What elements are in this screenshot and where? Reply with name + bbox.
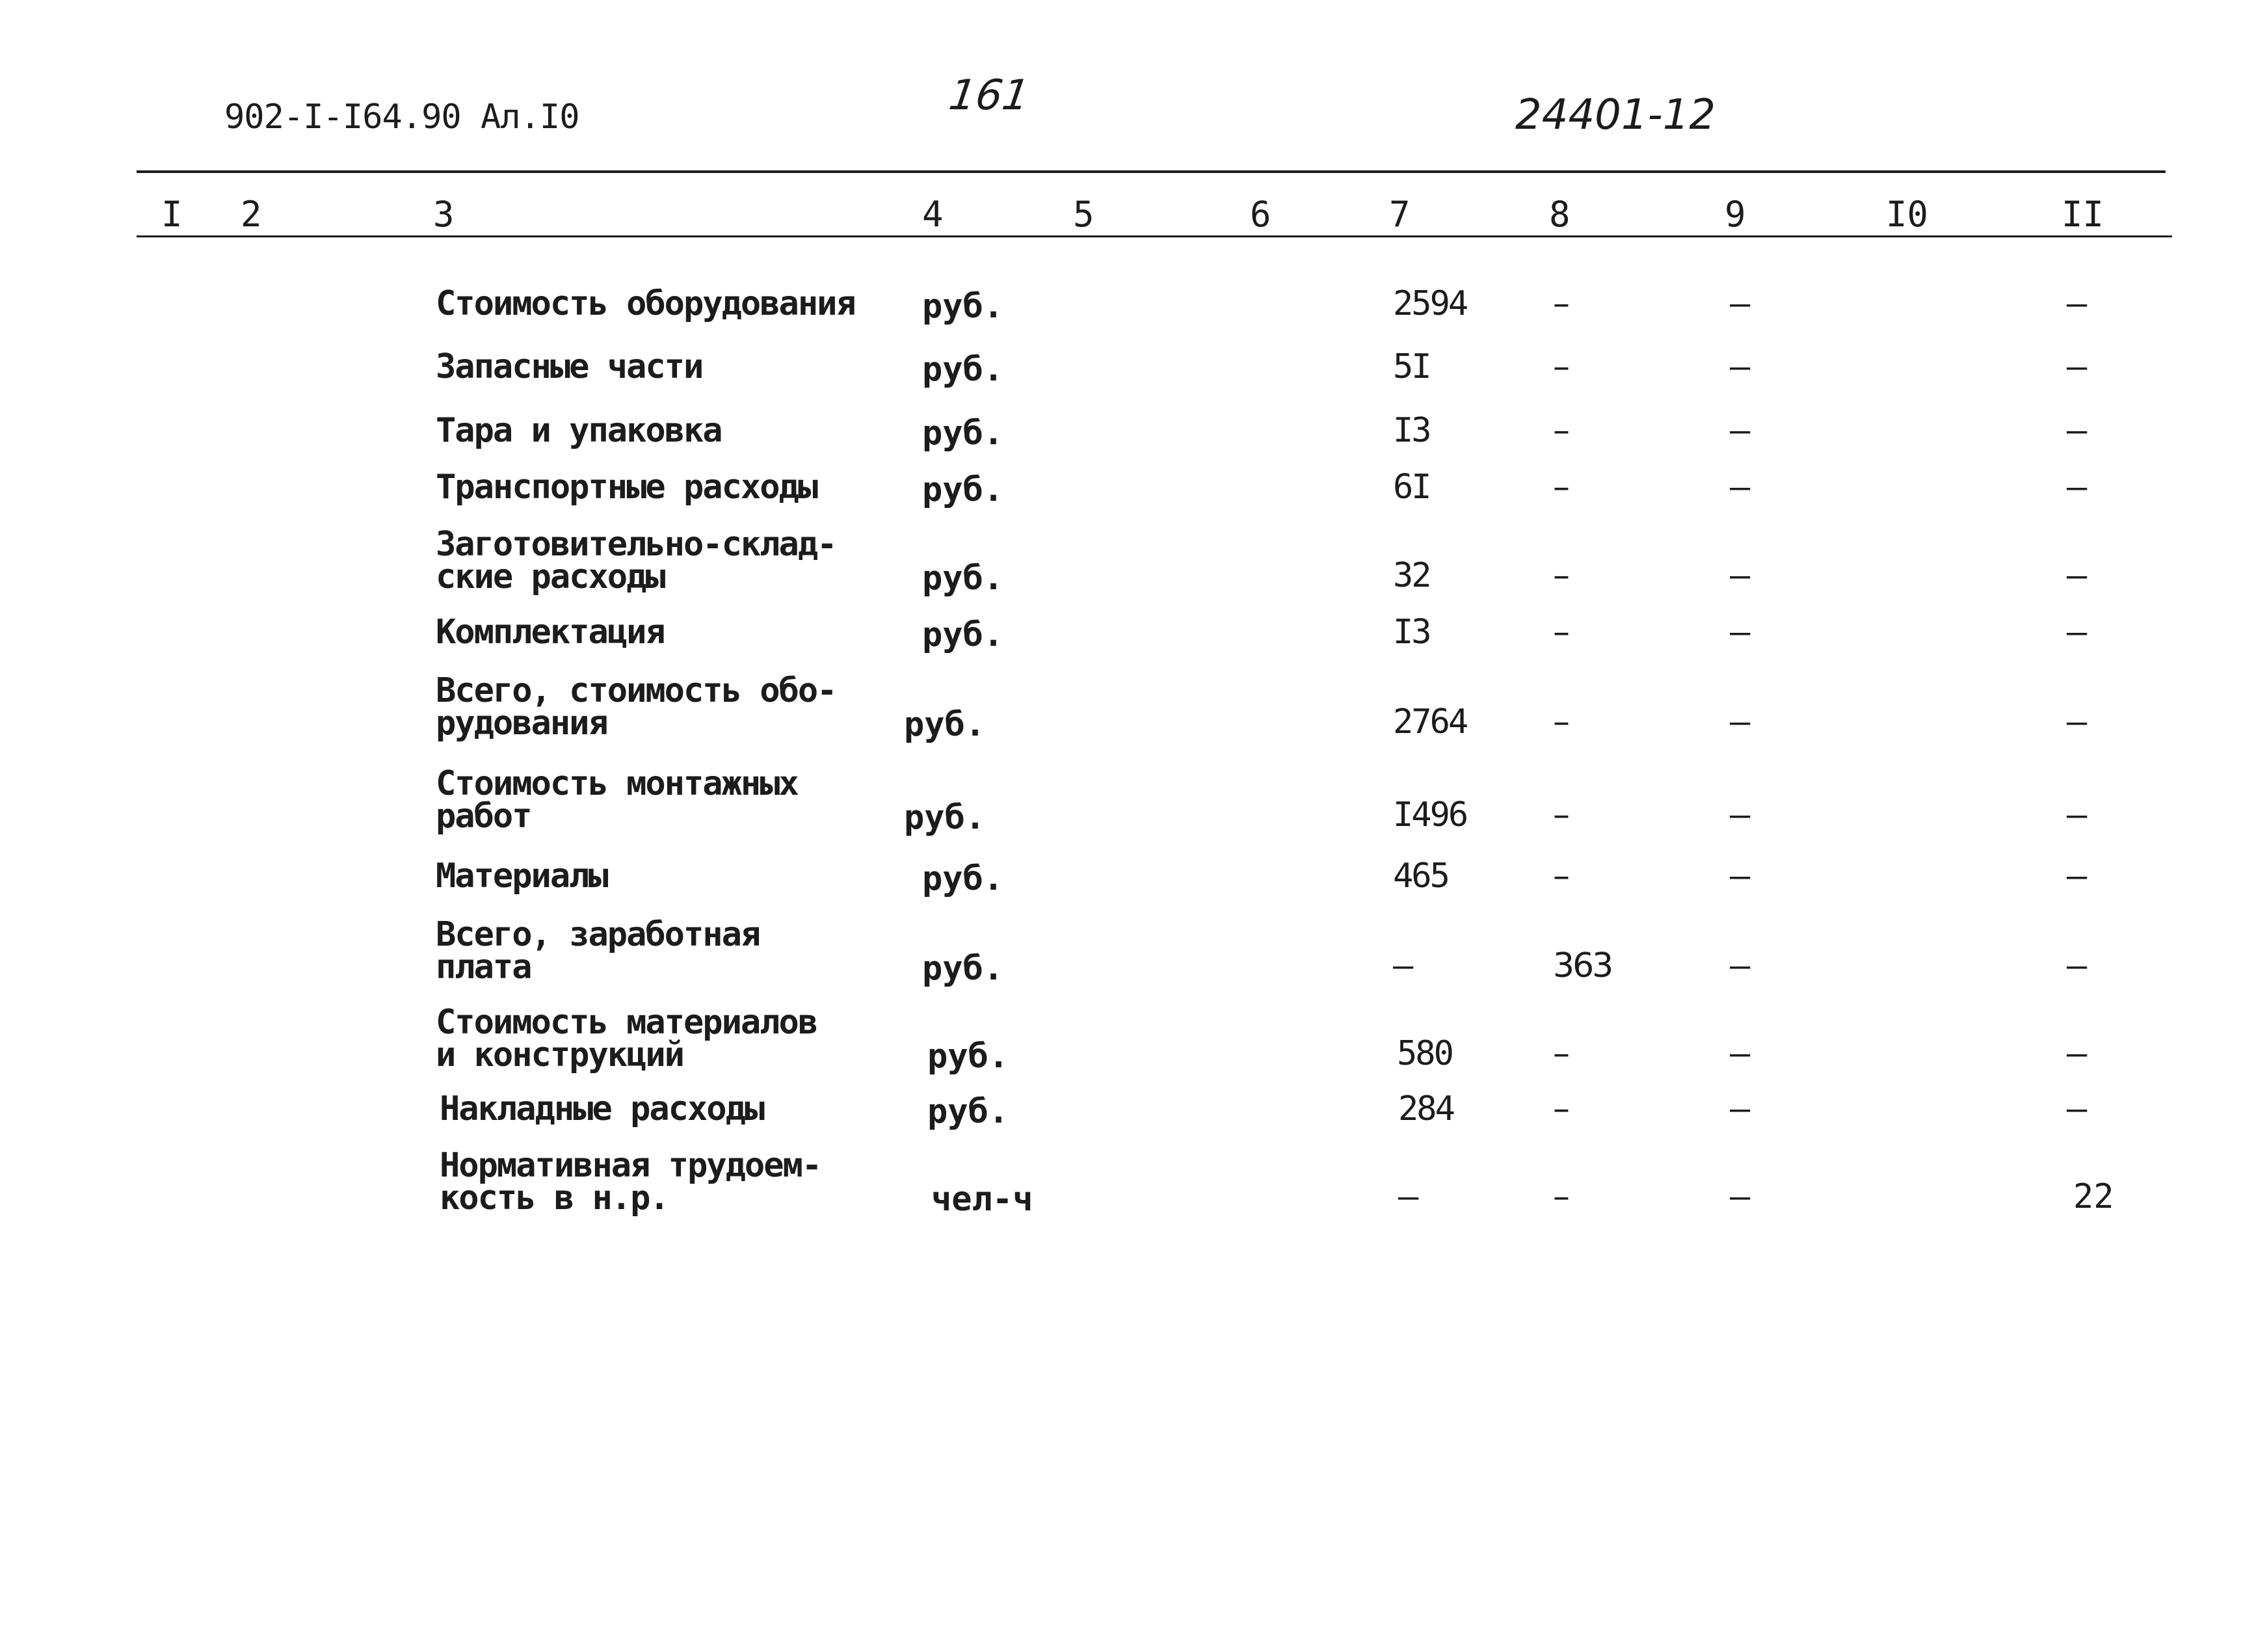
- row-col7: I3: [1393, 613, 1430, 652]
- row-unit: руб.: [922, 414, 1004, 453]
- row-col11: –: [2067, 795, 2088, 834]
- column-number: 7: [1389, 194, 1411, 235]
- row-col7: –: [1398, 1177, 1417, 1216]
- row-name-line: Стоимость монтажных: [436, 764, 798, 803]
- row-name-line: рудования: [436, 704, 607, 743]
- row-col11: –: [2067, 1034, 2088, 1073]
- row-name-line: Заготовительно-склад-: [436, 525, 836, 564]
- row-col9: –: [1730, 1034, 1751, 1073]
- row-name-line: Стоимость материалов: [436, 1003, 817, 1042]
- column-number: 9: [1725, 194, 1746, 235]
- row-unit: руб.: [922, 287, 1004, 326]
- row-col7: –: [1393, 946, 1412, 985]
- row-unit: руб.: [922, 350, 1004, 389]
- row-col8: –: [1553, 1089, 1568, 1128]
- row-col9: –: [1730, 795, 1751, 834]
- row-name-line: кость в н.р.: [440, 1179, 669, 1218]
- column-number: I: [161, 194, 183, 235]
- row-name: Накладные расходы: [440, 1089, 764, 1128]
- row-unit: руб.: [927, 1092, 1009, 1131]
- row-unit: руб.: [922, 615, 1004, 654]
- row-col9: –: [1730, 411, 1751, 450]
- row-unit: руб.: [922, 559, 1004, 598]
- row-unit: руб.: [904, 798, 986, 837]
- row-col7: I496: [1393, 795, 1467, 834]
- row-unit: руб.: [922, 949, 1004, 988]
- row-name: Транспортные расходы: [436, 468, 817, 507]
- row-col11: 22: [2073, 1177, 2114, 1216]
- row-col9: –: [1730, 468, 1751, 507]
- row-unit: чел-ч: [931, 1180, 1033, 1219]
- row-col11: –: [2067, 1089, 2088, 1128]
- column-number: 2: [241, 194, 262, 235]
- row-col11: –: [2067, 411, 2088, 450]
- row-col7: 6I: [1393, 468, 1430, 507]
- row-name-line: и конструкций: [436, 1035, 683, 1074]
- row-col11: –: [2067, 946, 2088, 985]
- row-col8: –: [1553, 857, 1568, 896]
- row-col7: 580: [1397, 1034, 1452, 1073]
- column-number: I0: [1886, 194, 1929, 235]
- row-unit: руб.: [922, 859, 1004, 898]
- row-col9: –: [1730, 556, 1751, 595]
- row-col7: 2594: [1393, 284, 1467, 323]
- column-number: 4: [922, 194, 944, 235]
- row-name-line: Всего, заработная: [436, 915, 760, 954]
- row-col8: –: [1553, 411, 1568, 450]
- row-name-line: Всего, стоимость обо-: [436, 671, 836, 710]
- row-name: Комплектация: [436, 613, 665, 652]
- row-col8: –: [1553, 556, 1568, 595]
- row-col9: –: [1730, 946, 1751, 985]
- row-name: Материалы: [436, 857, 607, 896]
- row-col7: 5I: [1393, 347, 1430, 386]
- row-col8: –: [1553, 284, 1568, 323]
- column-number: 8: [1549, 194, 1571, 235]
- row-name: Стоимость оборудования: [436, 284, 855, 323]
- row-unit: руб.: [922, 470, 1004, 509]
- table-header-rule: [137, 235, 2172, 237]
- row-name-line: работ: [436, 797, 531, 836]
- row-col11: –: [2067, 857, 2088, 896]
- row-name-line: плата: [436, 948, 531, 987]
- row-name-line: Нормативная трудоем-: [440, 1146, 821, 1185]
- row-unit: руб.: [927, 1037, 1009, 1076]
- row-col7: 465: [1393, 857, 1448, 896]
- column-number: 3: [433, 194, 455, 235]
- row-col8: 363: [1553, 946, 1612, 985]
- document-code: 902-I-I64.90 Ал.I0: [224, 98, 579, 137]
- page-number: 161: [946, 72, 1033, 120]
- row-col7: 2764: [1393, 702, 1467, 741]
- row-col8: –: [1553, 1177, 1568, 1216]
- row-col7: 284: [1398, 1089, 1453, 1128]
- row-col11: –: [2067, 284, 2088, 323]
- row-col11: –: [2067, 347, 2088, 386]
- row-name: Запасные части: [436, 347, 703, 386]
- row-col9: –: [1730, 1177, 1751, 1216]
- column-number: 6: [1250, 194, 1271, 235]
- row-col11: –: [2067, 556, 2088, 595]
- row-name-line: ские расходы: [436, 557, 665, 596]
- row-col11: –: [2067, 613, 2088, 652]
- row-col9: –: [1730, 613, 1751, 652]
- row-col7: 32: [1393, 556, 1430, 595]
- table-top-rule: [137, 170, 2166, 173]
- row-col9: –: [1730, 284, 1751, 323]
- row-col8: –: [1553, 702, 1568, 741]
- row-col7: I3: [1393, 411, 1430, 450]
- row-col9: –: [1730, 857, 1751, 896]
- row-name: Тара и упаковка: [436, 411, 722, 450]
- row-col9: –: [1730, 1089, 1751, 1128]
- row-col9: –: [1730, 702, 1751, 741]
- sheet-identifier: 24401-12: [1515, 91, 1716, 139]
- column-number: II: [2062, 194, 2104, 235]
- row-col9: –: [1730, 347, 1751, 386]
- column-number: 5: [1073, 194, 1094, 235]
- row-col11: –: [2067, 702, 2088, 741]
- row-col8: –: [1553, 613, 1568, 652]
- row-unit: руб.: [904, 705, 986, 744]
- row-col8: –: [1553, 1034, 1568, 1073]
- row-col11: –: [2067, 468, 2088, 507]
- row-col8: –: [1553, 795, 1568, 834]
- row-col8: –: [1553, 468, 1568, 507]
- row-col8: –: [1553, 347, 1568, 386]
